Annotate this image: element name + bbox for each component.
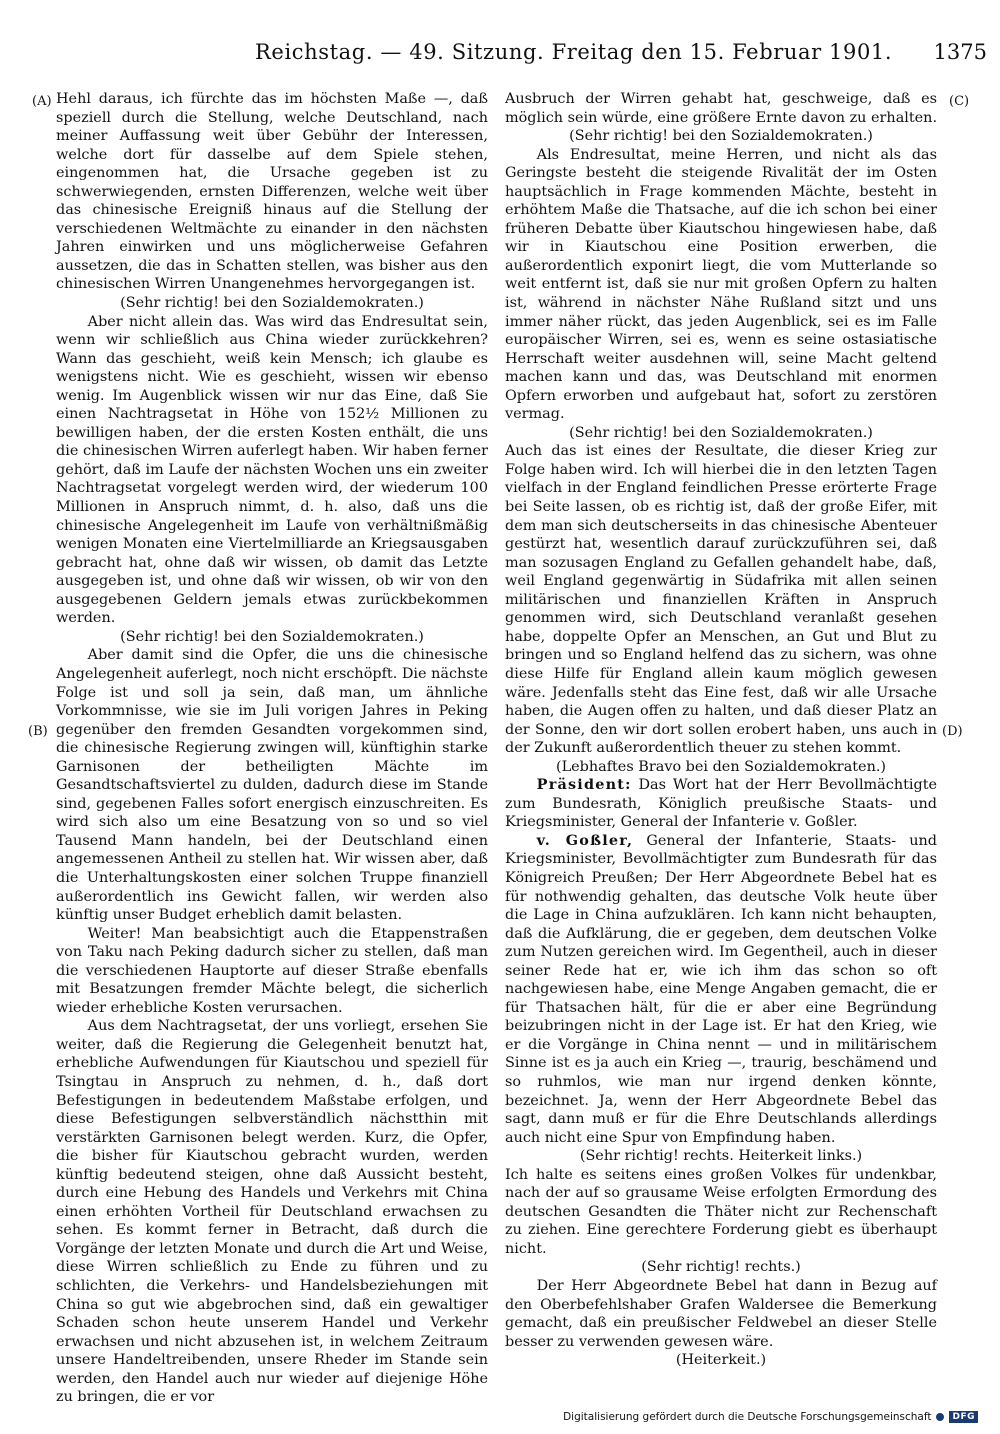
speech-gossler bbox=[505, 832, 937, 1147]
speech-text: Das Wort hat der Herr Bevollmächtigte zum Bundesrath, Königlich preußische Staats- und Kriegsminister, General der Infanterie v. Goßler. bbox=[505, 777, 937, 831]
dfg-dot-icon bbox=[936, 1413, 944, 1421]
paragraph: Als Endresultat, meine Herren, und nicht als das Geringste besteht die steigende Rivalität der im Osten hauptsächlich in Frage kommenden Mächte, besteht in erhöhtem Maße die Thatsache, auf die ich schon bei einer früheren Debatte über Kiautschou hingewiesen habe, daß wir in Kiautschou eine Position erwerben, die außerordentlich exponirt liegt, die vom Mutterlande so weit entfernt ist, daß sie nur mit großen Opfern zu halten ist, während in nächster Nähe Rußland sitzt und uns immer näher rückt, das jeden Augenblick, sei es im Falle europäischer Wirren, sei es, wenn es seine ostasiatische Herrschaft weiter ausdehnen will, seine Macht geltend machen kann und das, was Deutschland mit enormen Opfern erworben und aufgebaut hat, sofort zu zerstören vermag. bbox=[505, 146, 937, 423]
interjection: (Sehr richtig! bei den Sozialdemokraten.) bbox=[120, 628, 424, 645]
margin-marker-d: (D) bbox=[942, 724, 963, 739]
credit-text: Digitalisierung gefördert durch die Deutsche Forschungsgemeinschaft bbox=[563, 1411, 932, 1423]
margin-marker-a: (A) bbox=[32, 94, 52, 109]
interjection: (Sehr richtig! bei den Sozialdemokraten.) bbox=[569, 128, 873, 145]
speech-text: General der Infanterie, Staats- und Kriegsminister, Bevollmächtigter zum Bundesrath für das Königreich Preußen; Der Herr Abgeordnete Bebel hat es für nothwendig gehalten, das deutsche Volk heute über die Lage in China aufzuklären. Ich kann nicht behaupten, daß die Aufklärung, die er gegeben, dem deutschen Volke zum Nutzen gereichen wird. Im Gegentheil, auch in dieser seiner Rede hat er, wie ich ihm das schon so oft nachgewiesen habe, eine Menge Angaben gemacht, die er für Thatsachen hält, für die er aber eine Begründung beizubringen nicht in der Lage ist. Er hat den Krieg, wie er die Vorgänge in China nennt — und in militärischem Sinne ist es ja auch ein Krieg —, traurig, beschämend und so ruhmlos, wie man nur irgend denken könnte, bezeichnet. Ja, wenn der Herr Abgeordnete Bebel das sagt, dann muß er für die Ehre Deutschlands allerdings auch nicht eine Spur von Empfindung haben. bbox=[505, 832, 938, 1146]
interjection: (Sehr richtig! bei den Sozialdemokraten.) bbox=[120, 295, 424, 312]
dfg-logo: DFG bbox=[949, 1411, 978, 1423]
digitization-credit bbox=[563, 1411, 978, 1423]
left-column bbox=[56, 90, 488, 1407]
paragraph: Hehl daraus, ich fürchte das im höchsten Maße —, daß speziell durch die Stellung, welche Deutschland, nach meiner Auffassung weit über Gebühr der Interessen, welche dort für dasselbe auf dem Spiele stehen, eingenommen hat, die Ursache gegeben ist zu schwerwiegenden, ernsten Differenzen, welche weit über das chinesische Ereigniß hinaus auf die Stellung der verschiedenen Weltmächte zu einander in den nächsten Jahren einwirken und uns möglicherweise Gefahren aussetzen, die das in Schatten stellen, was bisher aus den chinesischen Wirren Unangenehmes hervorgegangen ist. bbox=[56, 91, 488, 293]
speaker-gossler: v. Goßler, bbox=[536, 831, 634, 849]
margin-marker-b: (B) bbox=[28, 724, 48, 739]
paragraph: Auch das ist eines der Resultate, die dieser Krieg zur Folge haben wird. Ich will hierbei die in den letzten Tagen vielfach in der England feindlichen Presse erörterte Frage bei Seite lassen, ob es richtig ist, daß der große Eifer, mit dem man sich deutscherseits in das chinesische Abenteuer gestürzt hat, wesentlich darauf zurückzuführen sei, daß man sozusagen England zu Gefallen gehandelt habe, daß, weil England gegenwärtig in Südafrika mit allen seinen militärischen und finanziellen Kräften in Anspruch genommen wird, sich Deutschland veranlaßt gesehen habe, doppelte Opfer an Menschen, an Gut und Blut zu bringen und so England helfend das zu sichern, was ohne diese Hilfe für England allein kaum möglich gewesen wäre. Jedenfalls steht das Eine fest, daß wir alle Ursache haben, die Augen offen zu halten, und daß dieser Platz an der Sonne, den wir dort sollen erobert haben, uns auch in der Zukunft außerordentlich theuer zu stehen kommt. bbox=[505, 443, 937, 757]
paragraph: Ausbruch der Wirren gehabt hat, geschweige, daß es möglich sein würde, eine größere Ernte davon zu erhalten. bbox=[505, 91, 938, 126]
paragraph: Der Herr Abgeordnete Bebel hat dann in Bezug auf den Oberbefehlshaber Grafen Waldersee die Bemerkung gemacht, daß ein preußischer Feldwebel an dieser Stelle besser zu verwenden gewesen wäre. bbox=[505, 1278, 937, 1350]
running-header bbox=[255, 40, 995, 76]
paragraph: Aber nicht allein das. Was wird das Endresultat sein, wenn wir schließlich aus China wieder zurückkehren? Wann das geschieht, weiß kein Mensch; ich glaube es wenigstens nicht. Wie es geschieht, wissen wir ebenso wenig. Im Augenblick wissen wir nur das Eine, daß Sie einen Nachtragsetat in Höhe von 152½ Millionen zu bewilligen haben, der die ersten Kosten enthält, die uns die chinesischen Wirren auferlegt haben. Wir haben ferner gehört, daß im Laufe der nächsten Wochen uns ein zweiter Nachtragsetat vorgelegt werden wird, der wiederum 100 Millionen in Anspruch nimmt, d. h. also, daß uns die chinesische Angelegenheit im Laufe von verhältnißmäßig wenigen Monaten eine Viertelmilliarde an Kriegsausgaben gebracht hat, ohne daß wir wissen, ob damit das Letzte ausgegeben ist, und ohne daß wir wissen, ob wir von den ausgegebenen Geldern jemals etwas zurückbekommen werden. bbox=[56, 313, 488, 627]
right-column bbox=[505, 90, 937, 1370]
running-title: Reichstag. — 49. Sitzung. Freitag den 15. Februar 1901. bbox=[255, 40, 893, 64]
paragraph: Aus dem Nachtragsetat, der uns vorliegt, ersehen Sie weiter, daß die Regierung die Gelegenheit benutzt hat, erhebliche Aufwendungen für Kiautschou und speziell für Tsingtau in Anspruch zu nehmen, d. h., daß dort Befestigungen in bedeutendem Maßstabe erfolgen, und diese Befestigungen selbverständlich nächstthin mit verstärkten Garnisonen belegt werden. Kurz, die Opfer, die bisher für Kiautschou gebracht wurden, werden künftig bedeutend steigen, ohne daß Aussicht besteht, durch eine Hebung des Handels und Verkehrs mit China einen erhöhten Vortheil für Deutschland erwachsen zu sehen. Es kommt ferner in Betracht, daß durch die Vorgänge der letzten Monate und durch die Art und Weise, diese Wirren schließlich zu Ende zu führen und zu schlichten, die Verkehrs- und Handelsbeziehungen mit China so gut wie abgebrochen sind, daß ein gewaltiger Schaden schon heute unserem Handel und Verkehr erwachsen und nicht abzusehen ist, in welchem Zeitraum unsere Handeltreibenden, unsere Rheder im Stande sein werden, den Handel auch nur wieder auf diejenige Höhe zu bringen, die er vor bbox=[56, 1018, 488, 1406]
paragraph: Weiter! Man beabsichtigt auch die Etappenstraßen von Taku nach Peking dadurch sicher zu stellen, daß man die verschiedenen Hauptorte auf dieser Straße ebenfalls mit Besatzungen fremder Mächte belegt, die sicherlich wieder erhebliche Kosten verursachen. bbox=[56, 925, 488, 1016]
interjection: (Sehr richtig! bei den Sozialdemokraten.) bbox=[569, 424, 873, 441]
page-number: 1375 bbox=[933, 40, 987, 64]
speaker-president: Präsident: bbox=[536, 776, 632, 794]
speech-president bbox=[505, 776, 937, 832]
margin-marker-c: (C) bbox=[949, 94, 970, 109]
interjection: (Sehr richtig! rechts.) bbox=[641, 1259, 801, 1276]
interjection: (Sehr richtig! rechts. Heiterkeit links.) bbox=[579, 1148, 863, 1165]
paragraph: Ich halte es seitens eines großen Volkes für undenkbar, nach der auf so grausame Weise erfolgten Ermordung des deutschen Gesandten die Thäter nicht zur Rechenschaft zu ziehen. Eine gerechtere Forderung giebt es überhaupt nicht. bbox=[505, 1166, 937, 1257]
paragraph: Aber damit sind die Opfer, die uns die chinesische Angelegenheit auferlegt, noch nicht erschöpft. Die nächste Folge ist und soll ja sein, daß man, um ähnliche Vorkommnisse, wie sie im Juli vorigen Jahres in Peking gegenüber den fremden Gesandten vorgekommen sind, die chinesische Regierung zwingen will, künftighin starke Garnisonen der betheiligten Mächte im Gesandtschaftsviertel zu dulden, dadurch diese im Stande sind, gegebenen Falles sofort energisch einzuschreiten. Es wird sich also um eine Besatzung von so und so viel Tausend Mann handeln, bei der Deutschland einen angemessenen Antheil zu stellen hat. Wir wissen aber, daß die Unterhaltungskosten einer solchen Truppe finanziell außerordentlich ins Gewicht fallen, wir werden also künftig unser Budget erheblich damit belasten. bbox=[56, 647, 488, 924]
interjection: (Heiterkeit.) bbox=[675, 1352, 767, 1369]
interjection: (Lebhaftes Bravo bei den Sozialdemokraten.) bbox=[555, 758, 887, 775]
